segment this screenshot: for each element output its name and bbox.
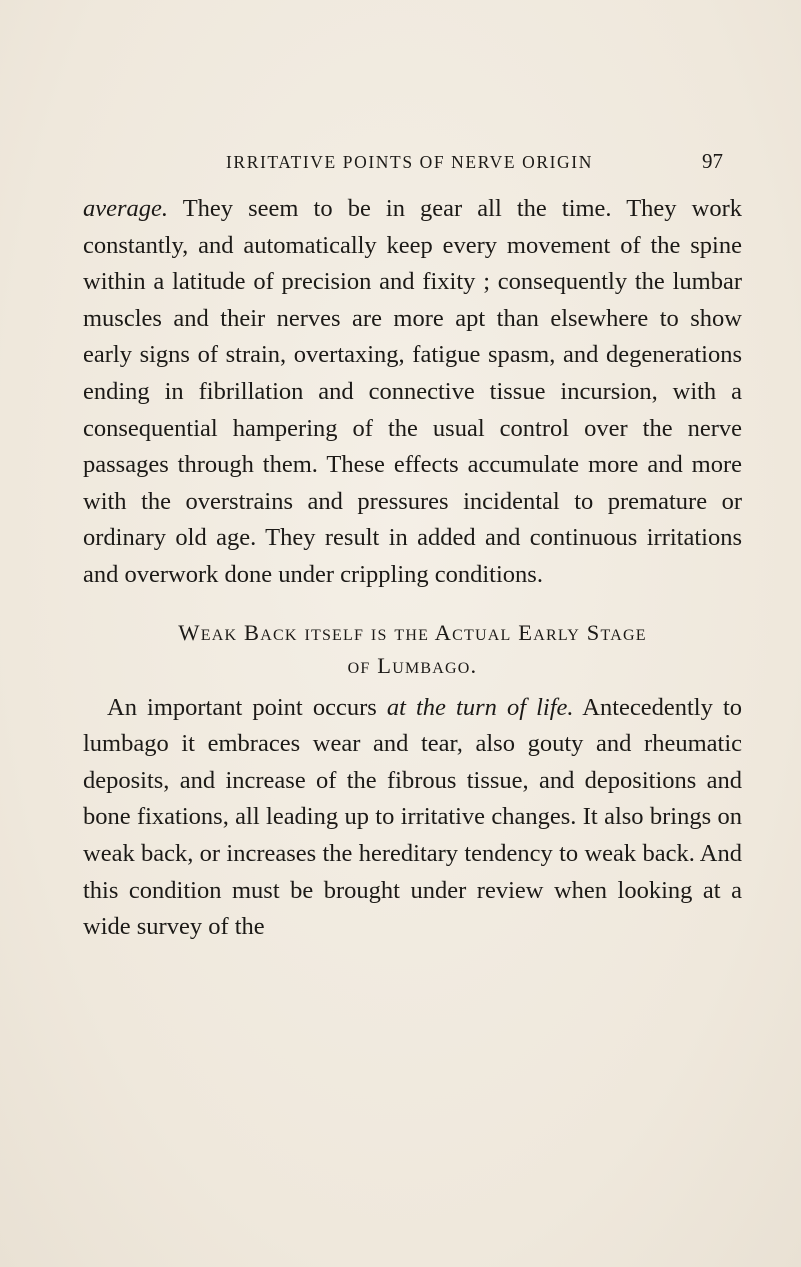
paragraph-italic-phrase: at the turn of life.	[386, 693, 574, 721]
paragraph-text-after: Antecedently to lumbago it embraces wear and tear, also gouty and rheumatic deposits, and increase of the fibrous tissue, and depositions and bone fixations, all leading up to irritative changes. It also brings on weak back, or increases the hereditary tendency to weak back. And this condition must be brought under review when looking at a wide survey of the	[83, 693, 743, 941]
page-number: 97	[702, 149, 723, 173]
section-heading-line-1: Weak Back itself is the Actual Early Stage	[178, 619, 647, 645]
running-title: IRRITATIVE POINTS OF NERVE ORIGIN	[226, 152, 593, 172]
paragraph-lead-italic: average.	[83, 195, 169, 222]
section-heading-line-2: of Lumbago.	[347, 652, 478, 678]
paragraph-continuation	[83, 191, 742, 594]
paragraph-text-before: An important point occurs	[107, 693, 387, 721]
body-text	[83, 191, 742, 946]
running-header	[0, 149, 801, 176]
section-heading	[83, 616, 742, 682]
paragraph-text: They seem to be in gear all the time. They work constantly, and automatically keep every movement of the spine within a latitude of precision and fixity ; consequently the lumbar muscles and their nerves are more apt than elsewhere to show early signs of strain, overtaxing, fatigue spasm, and degenerations ending in fibrillation and connective tissue incursion, with a consequential hampering of the usual control over the nerve passages through them. These effects accumulate more and more with the overstrains and pressures incidental to premature or ordinary old age. They result in added and continuous irritations and overwork done under crippling conditions.	[83, 195, 742, 588]
paragraph-body	[83, 690, 742, 946]
